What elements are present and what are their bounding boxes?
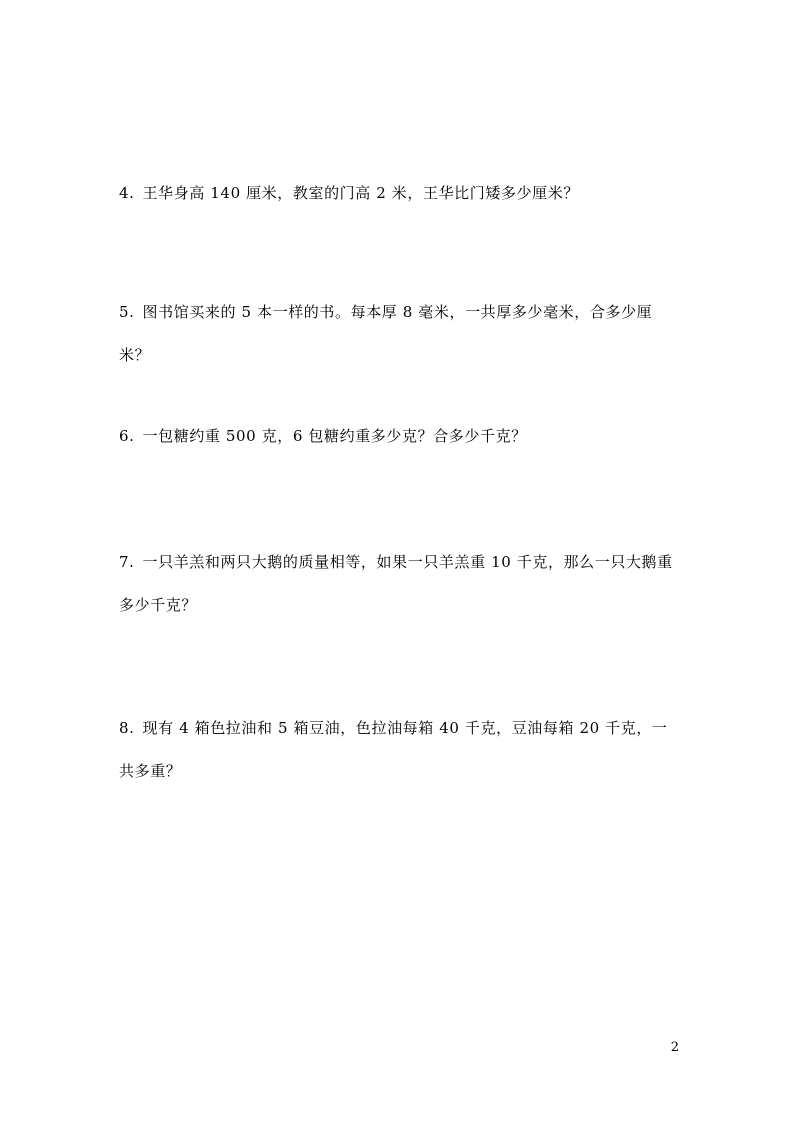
problem-number: 6. xyxy=(119,427,135,445)
problem-text: 王华身高 140 厘米，教室的门高 2 米，王华比门矮多少厘米？ xyxy=(142,184,579,202)
problem-7 xyxy=(119,541,679,627)
page-number: 2 xyxy=(670,1040,679,1055)
problem-text: 一只羊羔和两只大鹅的质量相等，如果一只羊羔重 10 千克，那么一只大鹅重多少千克？ xyxy=(119,553,673,614)
problem-5 xyxy=(119,291,679,377)
problem-text: 现有 4 箱色拉油和 5 箱豆油，色拉油每箱 40 千克，豆油每箱 20 千克，一共多重？ xyxy=(119,719,668,780)
problem-6 xyxy=(119,415,679,458)
problem-number: 7. xyxy=(119,553,135,571)
problem-4 xyxy=(119,172,679,215)
problem-number: 8. xyxy=(119,719,135,737)
problem-number: 5. xyxy=(119,303,135,321)
problem-number: 4. xyxy=(119,184,135,202)
problem-text: 一包糖约重 500 克，6 包糖约重多少克？合多少千克？ xyxy=(142,427,527,445)
problem-text: 图书馆买来的 5 本一样的书。每本厚 8 毫米，一共厚多少毫米，合多少厘米？ xyxy=(119,303,653,364)
problem-8 xyxy=(119,707,679,793)
